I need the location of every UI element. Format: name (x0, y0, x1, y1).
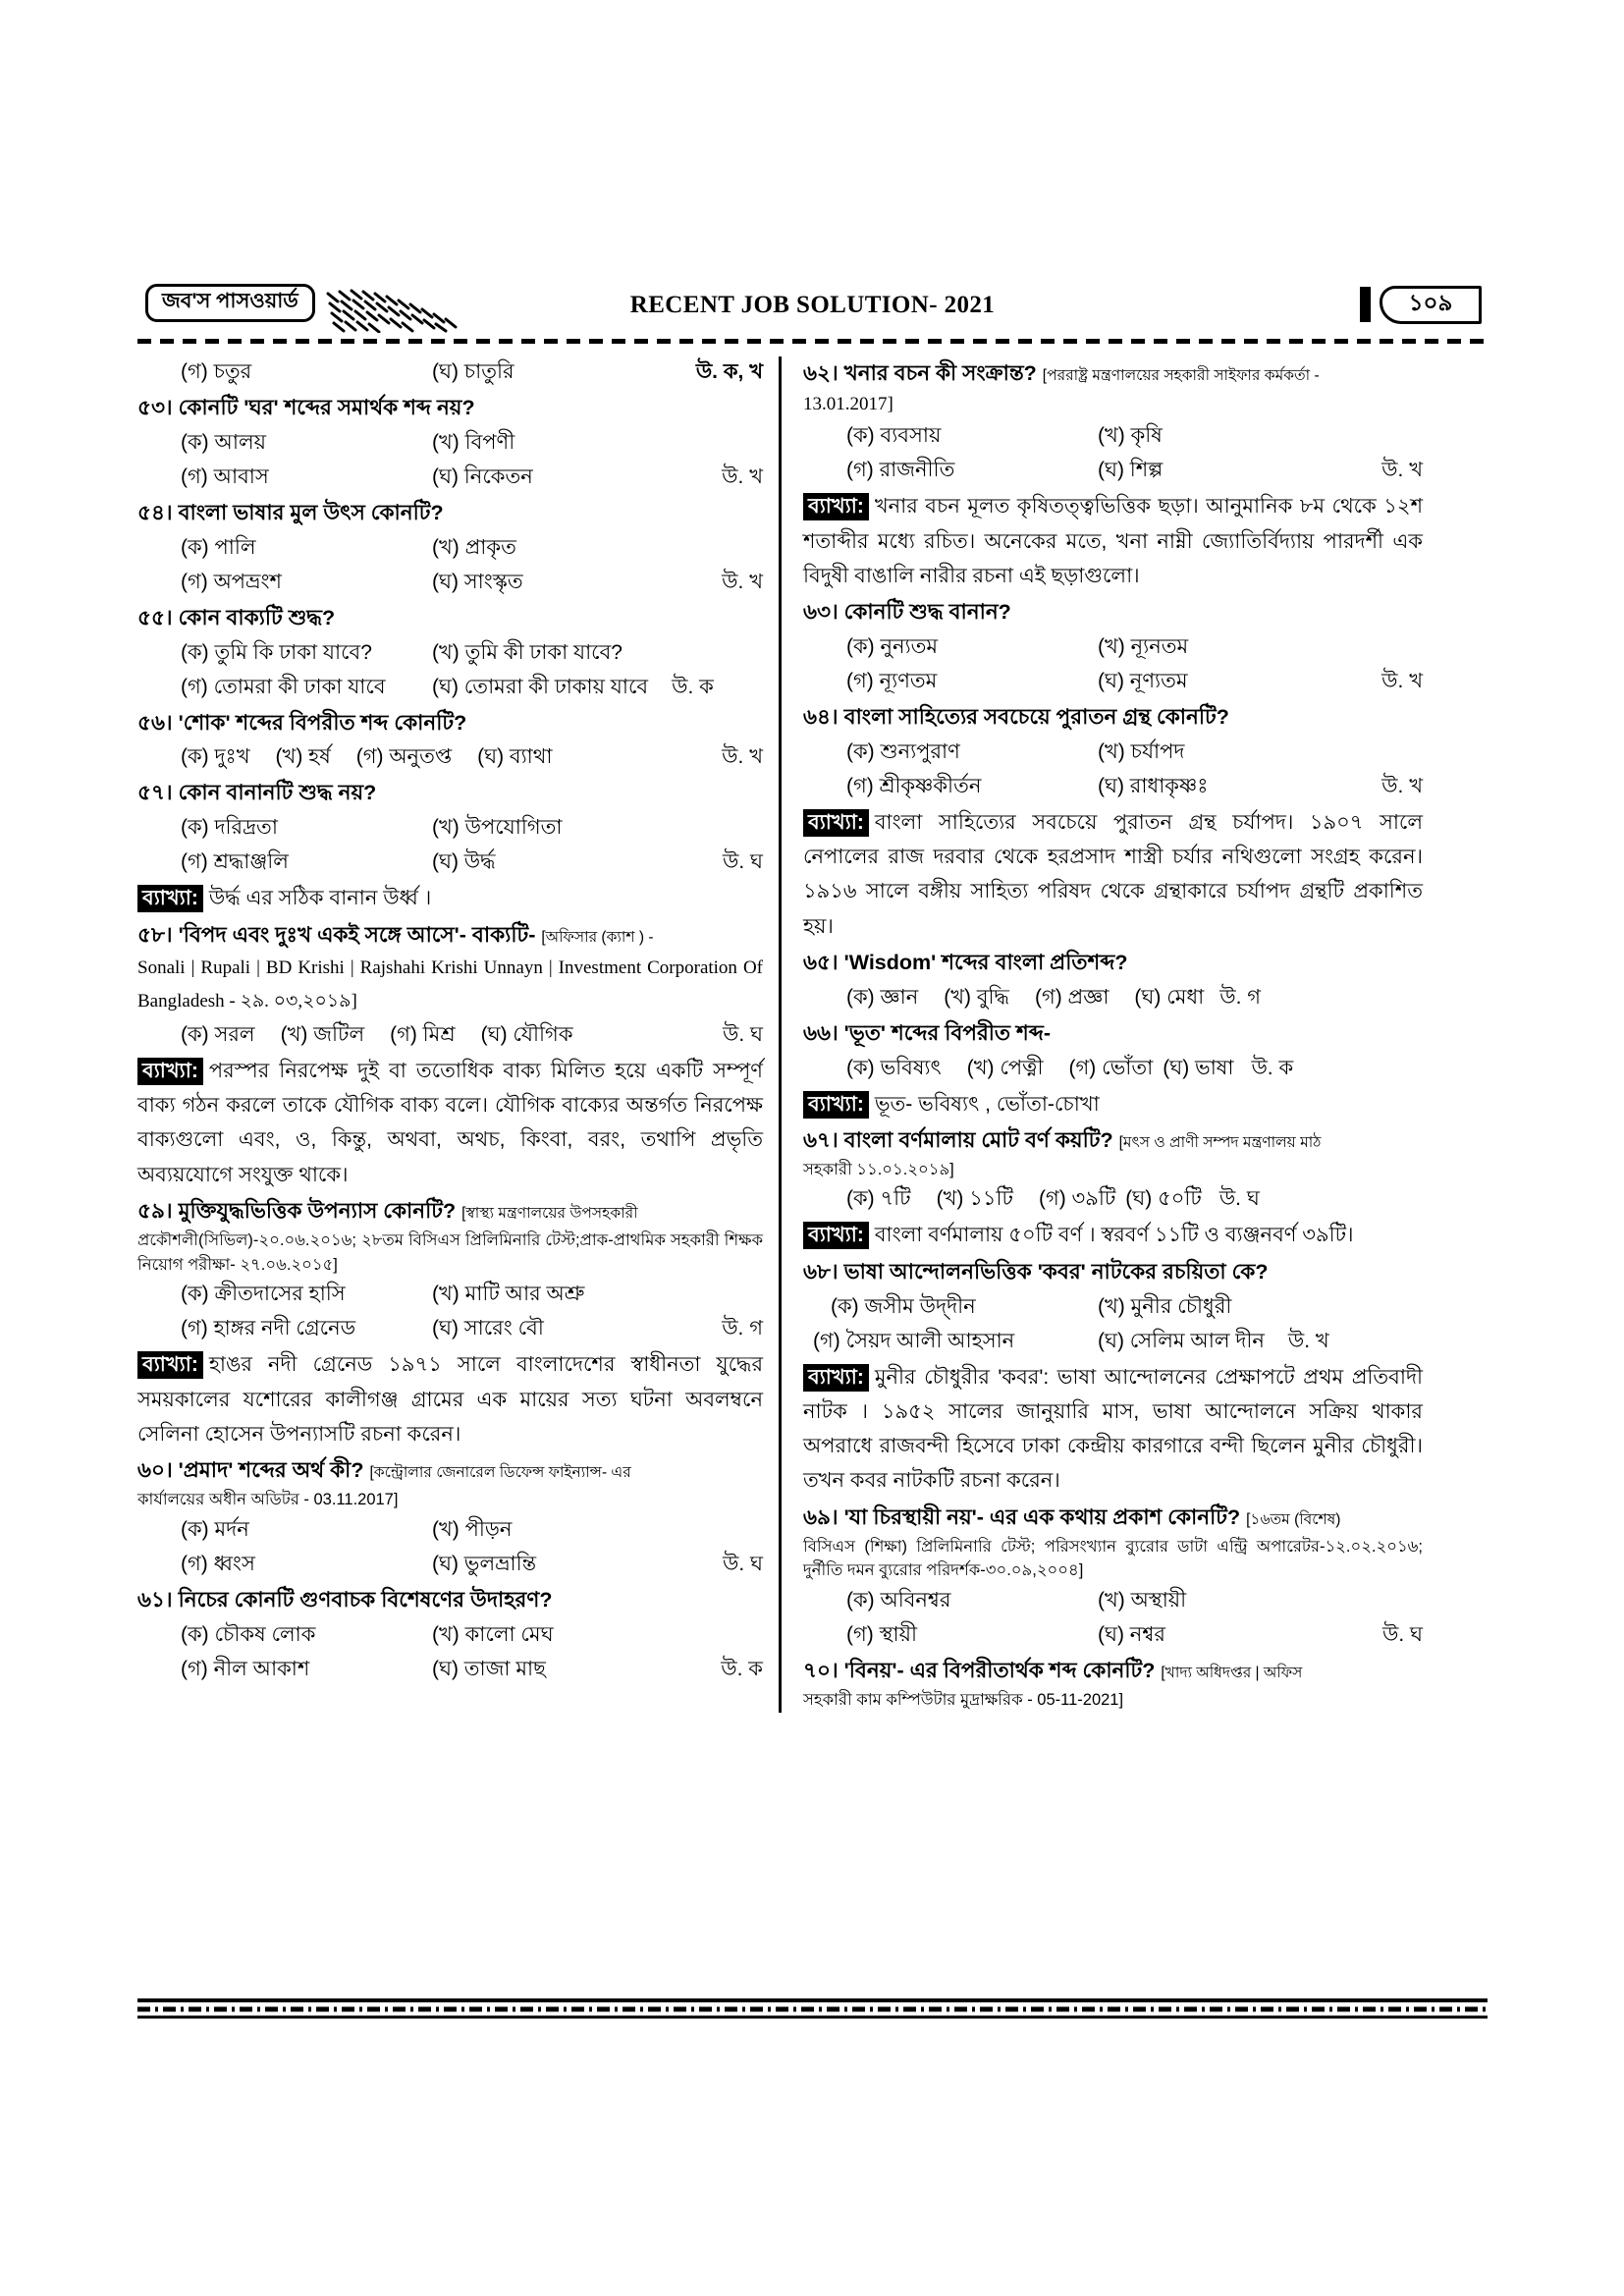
right-column (782, 355, 1423, 1713)
option-d: (ঘ) রাধাকৃষ্ণঃ (1098, 774, 1209, 797)
options-row-1 (803, 1584, 1423, 1617)
question-source-line: সহকারী ১১.০১.২০১৯] (803, 1160, 954, 1178)
option-b: (খ) ১১টি (936, 1187, 1013, 1211)
explanation-text: খনার বচন মূলত কৃষিতত্ত্বভিত্তিক ছড়া। আনুমানিক ৮ম থেকে ১২শ শতাব্দীর মধ্যে রচিত। অনেকের মতে, খনা নাম্নী জ্যোতির্বিদ্যায় পারদর্শী এক বিদুষী বাঙালি নারীর রচনা এই ছড়াগুলো। (803, 495, 1423, 587)
explanation-tag: ব্যাখ্যা: (803, 1364, 869, 1392)
footer-divider-rule (137, 1998, 1488, 2020)
question-text: ৬৯। 'যা চিরস্থায়ী নয়'- এর এক কথায় প্রকাশ কোনটি? [১৬তম (বিশেষ) (803, 1504, 1341, 1529)
question-block (803, 700, 1423, 944)
left-column (137, 355, 779, 1713)
answer-label: উ. ক (672, 675, 714, 698)
option-b: (খ) তুমি কী ঢাকা যাবে? (432, 640, 623, 664)
answer-label: উ. খ (722, 465, 763, 488)
explanation-block (803, 805, 1423, 944)
question-source-line: বিসিএস (শিক্ষা) প্রিলিমিনারি টেস্ট; পরিসংখ্যান ব্যুরোর ডাটা এন্ট্রি অপারেটর-১২.০২.২০১৬; দুর্নীতি দমন ব্যুরোর পরিদর্শক-৩০.০৯,২০০৪] (803, 1537, 1423, 1580)
question-text: ৫৭। কোন বানানটি শুদ্ধ নয়? (137, 781, 377, 805)
option-a: (ক) আলয় (181, 430, 267, 454)
question-text: ৬৮। ভাষা আন্দোলনভিত্তিক 'কবর' নাটকের রচয়িতা কে? (803, 1259, 1269, 1284)
explanation-text: মুনীর চৌধুরীর 'কবর': ভাষা আন্দোলনের প্রেক্ষাপটে প্রথম প্রতিবাদী নাটক । ১৯৫২ সালের জানুয়ারি মাস, ভাষা আন্দোলনে সক্রিয় থাকার অপরাধে রাজবন্দী হিসেবে ঢাকা কেন্দ্রীয় কারগারে বন্দী ছিলেন মুনীর চৌধুরী। তখন কবর নাটকটি রচনা করেন। (803, 1365, 1423, 1493)
question-block (137, 776, 763, 915)
question-source-line: সহকারী কাম কম্পিউটার মুদ্রাক্ষরিক - 05-11-2021] (803, 1690, 1124, 1709)
answer-label: উ. ঘ (1382, 1623, 1423, 1647)
option-a: (ক) ভবিষ্যৎ (846, 1056, 942, 1079)
explanation-tag: ব্যাখ্যা: (803, 1222, 869, 1249)
option-d: (ঘ) সেলিম আল দীন (1098, 1329, 1265, 1352)
options-row-2 (803, 454, 1423, 487)
question-block (137, 1194, 763, 1451)
options-row-1 (137, 636, 763, 670)
explanation-tag: ব্যাখ্যা: (137, 1058, 203, 1085)
option-d: (ঘ) তোমরা কী ঢাকায় যাবে (432, 675, 649, 698)
option-d: (ঘ) ভাষা (1163, 1056, 1234, 1079)
option-a: (ক) জসীম উদ্​দীন (831, 1294, 976, 1318)
question-block (803, 946, 1423, 1014)
answer-label: উ. খ (1381, 774, 1423, 797)
answer-label: উ. খ (722, 745, 763, 769)
option-a: (ক) দুঃখ (181, 745, 250, 769)
option-a: (ক) সরল (181, 1022, 255, 1046)
page-sheet (137, 280, 1488, 1713)
option-c: (গ) সৈয়দ আলী আহসান (813, 1329, 1015, 1352)
options-row-2 (137, 846, 763, 879)
explanation-block (137, 1054, 763, 1192)
answer-label: উ. গ (722, 1317, 763, 1340)
option-c: (গ) অনুতপ্ত (355, 745, 453, 769)
option-b: (খ) মুনীর চৌধুরী (1098, 1294, 1232, 1318)
option-d: (ঘ) নশ্বর (1098, 1623, 1165, 1647)
option-c: (গ) নীল আকাশ (181, 1657, 310, 1680)
option-a: (ক) পালি (181, 535, 256, 559)
answer-label: উ. ক (721, 1657, 763, 1680)
question-block (137, 706, 763, 775)
option-d: (ঘ) ব্যাথা (477, 745, 553, 769)
option-a: (ক) ব্যবসায় (846, 424, 942, 448)
explanation-text: বাংলা সাহিত্যের সবচেয়ে পুরাতন গ্রন্থ চর্যাপদ। ১৯০৭ সালে নেপালের রাজ দরবার থেকে হরপ্রসাদ শাস্ত্রী চর্যার নথিগুলো সংগ্রহ করেন। ১৯১৬ সালে বঙ্গীয় সাহিত্য পরিষদ থেকে গ্রন্থাকারে চর্যাপদ গ্রন্থটি প্রকাশিত হয়। (803, 810, 1423, 938)
explanation-block (137, 1347, 763, 1451)
question-block (137, 601, 763, 704)
option-b: (খ) জটিল (280, 1022, 365, 1046)
explanation-text: বাংলা বর্ণমালায় ৫০টি বর্ণ । স্বরবর্ণ ১১টি ও ব্যঞ্জনবর্ণ ৩৯টি। (874, 1224, 1354, 1247)
option-a: (ক) তুমি কি ঢাকা যাবে? (181, 640, 372, 664)
option-d: (ঘ) নূণ্যতম (1098, 670, 1188, 692)
option-c: (গ) আবাস (181, 465, 269, 488)
options-row-2 (137, 1548, 763, 1581)
options-row-1 (137, 1618, 763, 1652)
answer-label: উ. খ (1287, 1329, 1329, 1352)
options-row-1 (137, 811, 763, 845)
answer-label: উ. ক (1251, 1056, 1294, 1079)
page-number-group (1360, 286, 1482, 324)
question-text: ৫৯। মুক্তিযুদ্ধভিত্তিক উপন্যাস কোনটি? [স্বাস্থ্য মন্ত্রণালয়ের উপসহকারী (137, 1198, 638, 1223)
publisher-logo-badge: জব'স পাসওয়ার্ড (145, 284, 315, 322)
option-b: (খ) চর্যাপদ (1098, 739, 1185, 763)
answer-label: উ. খ (722, 570, 763, 593)
option-d: (ঘ) নিকেতন (432, 465, 533, 488)
option-d: (ঘ) শিল্প (1098, 459, 1164, 482)
option-c: (গ) তোমরা কী ঢাকা যাবে (181, 675, 386, 698)
option-d: (ঘ) উর্দ্ধ (432, 850, 496, 874)
option-d: (ঘ) সাংস্কৃত (432, 570, 523, 593)
options-row-1 (137, 426, 763, 460)
options-row-1 (137, 1278, 763, 1311)
option-b: (খ) মাটি আর অশ্রু (432, 1283, 585, 1306)
question-block (137, 496, 763, 599)
question-text: ৫৬। 'শোক' শব্দের বিপরীত শব্দ কোনটি? (137, 710, 467, 735)
header-divider-rule (137, 339, 1488, 344)
options-row (803, 981, 1423, 1014)
option-c: (গ) ধ্বংস (181, 1552, 255, 1575)
option-a: (ক) জ্ঞান (846, 985, 919, 1009)
option-d: (ঘ) ভুলভ্রান্তি (432, 1552, 537, 1575)
question-text: ৭০। 'বিনয়'- এর বিপরীতার্থক শব্দ কোনটি? [খাদ্য অধিদপ্তর | অফিস (803, 1659, 1303, 1683)
answer-label: উ. ঘ (723, 1552, 763, 1575)
question-block (803, 356, 1423, 593)
answer-label: উ. ঘ (1218, 1187, 1260, 1211)
question-source-line: Sonali | Rupali | BD Krishi | Rajshahi Krishi Unnayn | Investment Corporation Of Bangladesh - ২৯. ০৩,২০১৯] (137, 957, 763, 1011)
explanation-block (803, 1087, 1423, 1121)
question-text: ৬৭। বাংলা বর্ণমালায় মোট বর্ণ কয়টি? [মৎস ও প্রাণী সম্পদ মন্ত্রণালয় মাঠ (803, 1127, 1322, 1152)
options-row-1 (803, 419, 1423, 453)
question-block (803, 1123, 1423, 1253)
explanation-block (137, 881, 763, 915)
answer-label: উ. খ (1381, 459, 1423, 482)
option-d: (ঘ) যৌগিক (480, 1022, 573, 1046)
question-text: ৬০। 'প্রমাদ' শব্দের অর্থ কী? [কন্ট্রোলার জেনারেল ডিফেন্স ফাইন্যান্স- এর (137, 1458, 631, 1483)
explanation-block (803, 1218, 1423, 1252)
option-c: (গ) মিশ্র (390, 1022, 456, 1046)
page-number-bar (1360, 287, 1371, 322)
answer-label: উ. গ (1219, 985, 1262, 1009)
option-d: (ঘ) ৫০টি (1125, 1187, 1202, 1211)
option-b: (খ) বিপণী (432, 430, 515, 454)
options-row-2 (137, 566, 763, 599)
options-row-2 (137, 461, 763, 494)
options-row-1 (803, 630, 1423, 664)
page-title: RECENT JOB SOLUTION- 2021 (629, 292, 996, 318)
option-c: (গ) প্রজ্ঞা (1034, 985, 1110, 1009)
option-a: (ক) শুন্যপুরাণ (846, 739, 960, 763)
answer-label: উ. ক, খ (695, 360, 763, 383)
explanation-tag: ব্যাখ্যা: (137, 885, 203, 912)
question-text: ৬৪। বাংলা সাহিত্যের সবচেয়ে পুরাতন গ্রন্থ কোনটি? (803, 705, 1229, 730)
option-a: (ক) মর্দন (181, 1517, 249, 1541)
explanation-text: ভূত- ভবিষ্যৎ , ভোঁতা-চোখা (874, 1092, 1100, 1116)
option-b: (খ) পীড়ন (432, 1517, 513, 1541)
option-d: (ঘ) চাতুরি (432, 360, 514, 383)
option-d: (ঘ) তাজা মাছ (432, 1657, 546, 1680)
option-c: (গ) চতুর (181, 360, 252, 383)
options-row (137, 1018, 763, 1052)
option-c: (গ) স্থায়ী (846, 1623, 917, 1647)
question-text: ৬৬। 'ভূত' শব্দের বিপরীত শব্দ- (803, 1020, 1052, 1045)
explanation-block (803, 489, 1423, 593)
carryover-options-row (137, 355, 763, 389)
option-a: (ক) নুন্যতম (846, 634, 939, 658)
question-block (137, 918, 763, 1192)
option-a: (ক) দরিদ্রতা (181, 816, 278, 840)
question-block (137, 1583, 763, 1686)
question-text: ৫৫। কোন বাক্যটি শুদ্ধ? (137, 605, 336, 629)
explanation-tag: ব্যাখ্যা: (137, 1351, 203, 1379)
option-d: (ঘ) সারেং বৌ (432, 1317, 544, 1340)
option-b: (খ) হর্ষ (275, 745, 331, 769)
option-a: (ক) ৭টি (846, 1187, 911, 1211)
option-b: (খ) পেত্নী (966, 1056, 1044, 1079)
question-block (803, 1016, 1423, 1121)
explanation-text: পরস্পর নিরপেক্ষ দুই বা ততোধিক বাক্য মিলিত হয়ে একটি সম্পূর্ণ বাক্য গঠন করলে তাকে যৌগিক বাক্য বলে। যৌগিক বাক্যের অন্তর্গত নিরপেক্ষ বাক্যগুলো এবং, ও, কিন্তু, অথবা, অথচ, কিংবা, বরং, তথাপি প্রভৃতি অব্যয়যোগে সংযুক্ত থাকে। (137, 1059, 763, 1186)
option-a: (ক) ক্রীতদাসের হাসি (181, 1283, 346, 1306)
option-c: (গ) হাঙ্গর নদী গ্রেনেড (181, 1317, 356, 1340)
question-text: ৬২। খনার বচন কী সংক্রান্ত? [পররাষ্ট্র মন্ত্রণালয়ের সহকারী সাইফার কর্মকর্তা - (803, 361, 1320, 385)
options-row-2 (803, 665, 1423, 698)
answer-label: উ. ঘ (723, 850, 763, 874)
explanation-tag: ব্যাখ্যা: (803, 493, 869, 520)
options-row-2 (803, 1618, 1423, 1652)
options-row-1 (803, 1290, 1423, 1324)
question-block (803, 595, 1423, 698)
options-row (803, 1052, 1423, 1085)
option-b: (খ) অস্থায়ী (1098, 1589, 1187, 1612)
option-c: (গ) রাজনীতি (846, 459, 955, 482)
options-row-1 (803, 736, 1423, 769)
question-text: ৫৮। 'বিপদ এবং দুঃখ একই সঙ্গে আসে'- বাক্যটি- [অফিসার (ক্যাশ ) - (137, 922, 654, 947)
logo-decoration-trail (326, 288, 473, 333)
option-c: (গ) ৩৯টি (1038, 1187, 1116, 1211)
question-text: ৫৩। কোনটি 'ঘর' শব্দের সমার্থক শব্দ নয়? (137, 396, 475, 420)
option-c: (গ) ন্যূণতম (846, 670, 938, 692)
options-row (803, 1182, 1423, 1216)
option-b: (খ) ন্যূনতম (1098, 634, 1189, 658)
answer-label: উ. ঘ (723, 1022, 763, 1046)
explanation-tag: ব্যাখ্যা: (803, 1091, 869, 1119)
option-c: (গ) অপভ্রংশ (181, 570, 282, 593)
options-row-2 (803, 770, 1423, 803)
question-block (803, 1255, 1423, 1499)
question-text: ৬৩। কোনটি শুদ্ধ বানান? (803, 600, 1011, 625)
option-b: (খ) প্রাকৃত (432, 535, 516, 559)
option-b: (খ) কৃষি (1098, 424, 1163, 448)
page-number-badge: ১০৯ (1380, 286, 1482, 324)
options-row-2 (137, 671, 763, 704)
options-row-1 (137, 531, 763, 565)
options-row (137, 740, 763, 774)
option-a: (ক) চৌকষ লোক (181, 1622, 316, 1646)
option-c: (গ) শ্রীকৃষ্ণকীর্তন (846, 774, 982, 797)
two-column-body (137, 355, 1488, 1713)
question-source-line: প্রকৌশলী(সিভিল)-২০.০৬.২০১৬; ২৮তম বিসিএস প্রিলিমিনারি টেস্ট;প্রাক-প্রাথমিক সহকারী শিক্ষক নিয়োগ পরীক্ষা- ২৭.০৬.২০১৫] (137, 1230, 763, 1274)
option-a: (ক) অবিনশ্বর (846, 1589, 951, 1612)
page-header (137, 280, 1488, 341)
question-block (803, 1501, 1423, 1652)
option-c: (গ) ভোঁতা (1068, 1056, 1154, 1079)
question-block (803, 1654, 1423, 1713)
options-row-2 (137, 1312, 763, 1345)
answer-label: উ. খ (1381, 670, 1423, 692)
options-row-1 (137, 1513, 763, 1547)
option-b: (খ) উপযোগিতা (432, 816, 563, 840)
explanation-text: উর্দ্ধ এর সঠিক বানান উর্ধ্ব । (208, 887, 432, 910)
question-text: ৬১। নিচের কোনটি গুণবাচক বিশেষণের উদাহরণ? (137, 1587, 553, 1612)
question-block (137, 1453, 763, 1581)
question-source-line: 13.01.2017] (803, 393, 893, 414)
option-c: (গ) শ্রদ্ধাঞ্জলি (181, 850, 289, 874)
option-b: (খ) কালো মেঘ (432, 1622, 554, 1646)
question-block (137, 391, 763, 494)
explanation-tag: ব্যাখ্যা: (803, 809, 869, 837)
explanation-block (803, 1360, 1423, 1499)
options-row-2 (803, 1325, 1423, 1358)
option-b: (খ) বুদ্ধি (944, 985, 1009, 1009)
question-text: ৫৪। বাংলা ভাষার মুল উৎস কোনটি? (137, 500, 444, 524)
options-row-2 (137, 1653, 763, 1686)
explanation-text: হাঙর নদী গ্রেনেড ১৯৭১ সালে বাংলাদেশের স্বাধীনতা যুদ্ধের সময়কালের যশোরের কালীগঞ্জ গ্রামের এক মায়ের সত্য ঘটনা অবলম্বনে সেলিনা হোসেন উপন্যাসটি রচনা করেন। (137, 1353, 763, 1446)
question-source-line: কার্যালয়ের অধীন অডিটর - 03.11.2017] (137, 1490, 399, 1508)
option-d: (ঘ) মেধা (1134, 985, 1205, 1009)
question-text: ৬৫। 'Wisdom' শব্দের বাংলা প্রতিশব্দ? (803, 950, 1128, 974)
